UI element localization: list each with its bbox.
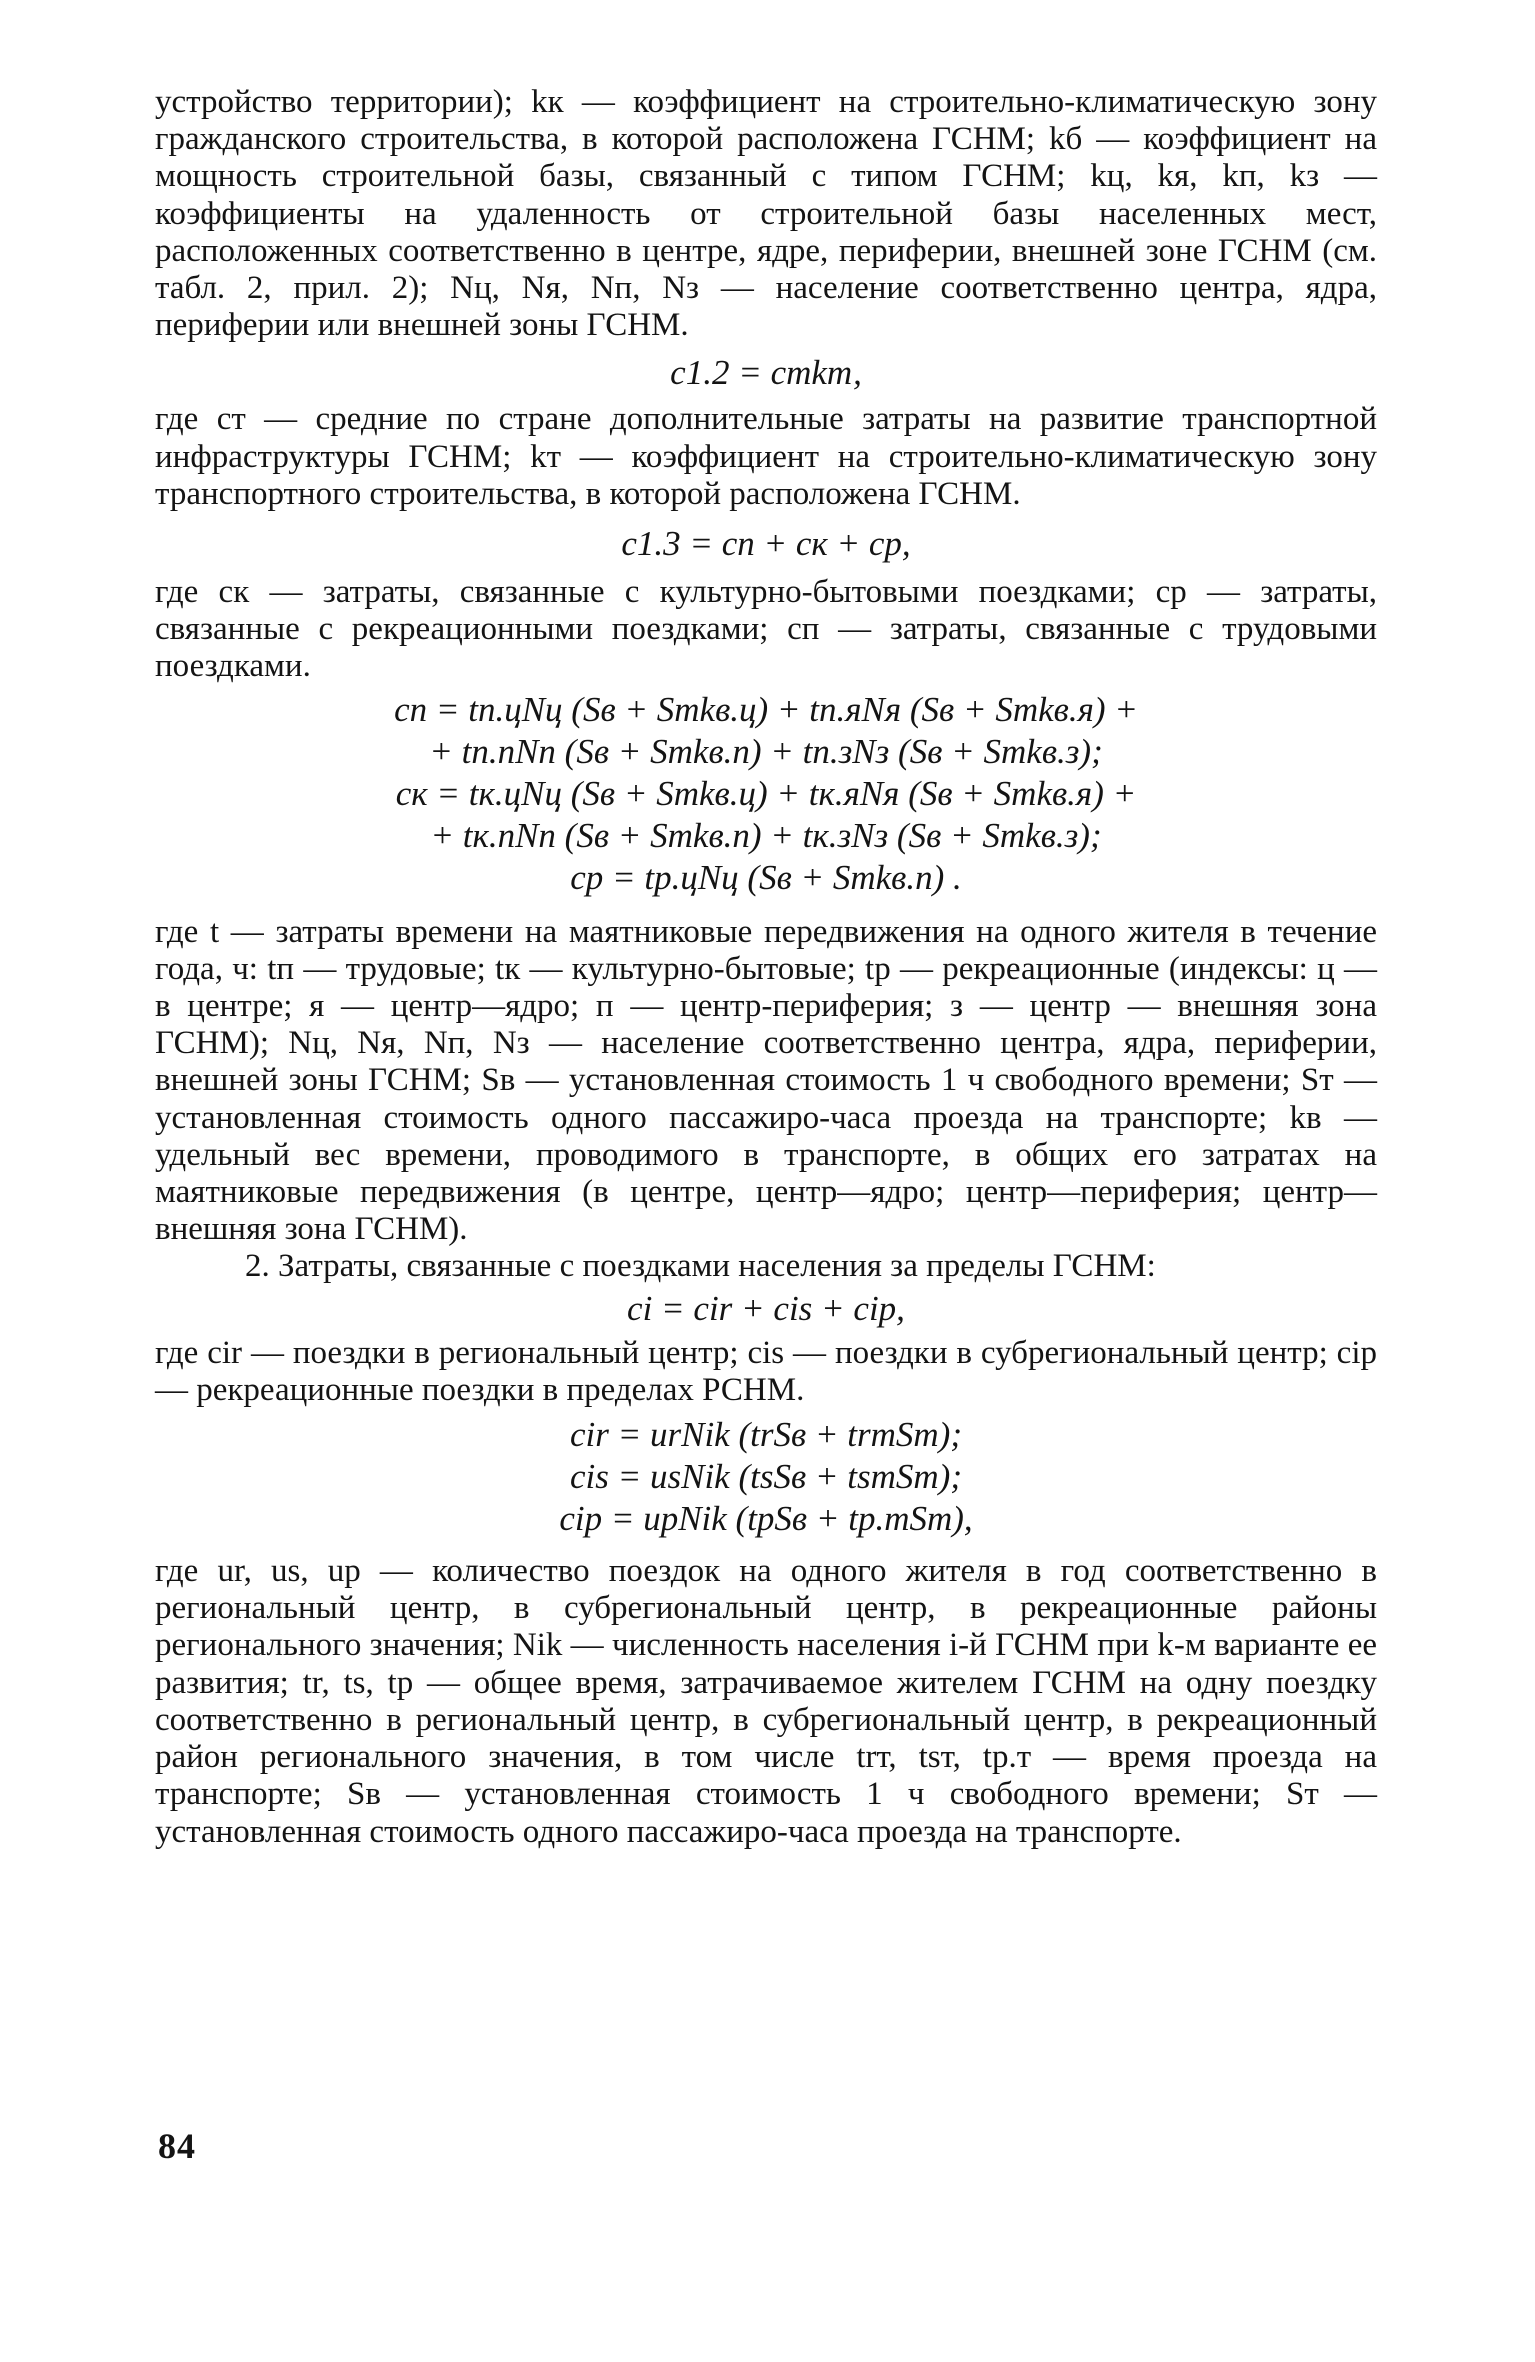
paragraph-time-costs: где t — затраты времени на маятниковые передвижения на одного жителя в течение года, ч: tп — трудовые; tк — культурно-бытовые; tр — рекреационные (индексы: ц — в центре; я — центр—ядро; п — центр-периферия; з — центр — внешняя зона ГСНМ); Nц, Nя, Nп, Nз — население соответственно центра, ядра, периферии, внешней зоны ГСНМ; Sв — установленная стоимость 1 ч свободного времени; Sт — установленная стоимость одного пассажиро-часа проезда на транспорте; kв — удельный вес времени, проводимого в транспорте, в общих его затратах на маятниковые передвижения (в центре, центр—ядро; центр—периферия; центр—внешняя зона ГСНМ).: [155, 913, 1377, 1248]
formula-cr: cр = tр.цNц (Sв + Sтkв.п) .: [570, 857, 962, 897]
formula-cp-line2: + tп.пNп (Sв + Sтkв.п) + tп.зNз (Sв + Sтkв.з);: [429, 731, 1103, 771]
formula-cip: cip = upNik (tpSв + tp.тSт),: [559, 1499, 973, 1539]
formula-ck-line2: + tк.пNп (Sв + Sтkв.п) + tк.зNз (Sв + Sтkв.з);: [430, 815, 1102, 855]
paragraph-section-2: 2. Затраты, связанные с поездками населения за пределы ГСНМ:: [245, 1248, 1156, 1285]
formula-cis: cis = usNik (tsSв + tsтSт);: [570, 1457, 962, 1497]
paragraph-coefficients: устройство территории); kк — коэффициент на строительно-климатическую зону гражданского строительства, в которой расположена ГСНМ; kб — коэффициент на мощность строительной базы, связанный с типом ГСНМ; kц, kя, kп, kз — коэффициенты на удаленность от строительной базы населенных мест, расположенных соответственно в центре, ядре, периферии, внешней зоне ГСНМ (см. табл. 2, прил. 2); Nц, Nя, Nп, Nз — население соответственно центра, ядра, периферии или внешней зоны ГСНМ.: [155, 84, 1377, 344]
paragraph-regional-trips: где cir — поездки в региональный центр; cis — поездки в субрегиональный центр; cip — рекреационные поездки в пределах РСНМ.: [155, 1334, 1377, 1408]
formula-ci: ci = cir + cis + cip,: [627, 1288, 905, 1328]
formula-c12: c1.2 = cтkт,: [670, 353, 862, 393]
paragraph-transport-costs: где cт — средние по стране дополнительные затраты на развитие транспортной инфраструктуры ГСНМ; kт — коэффициент на строительно-климатическую зону транспортного строительства, в которой расположена ГСНМ.: [155, 401, 1377, 512]
page-number: 84: [158, 2126, 196, 2166]
page-body: [155, 84, 1377, 1851]
formula-cir: cir = urNik (trSв + trтSт);: [570, 1415, 962, 1455]
formula-ck-line1: cк = tк.цNц (Sв + Sтkв.ц) + tк.яNя (Sв + Sтkв.я) +: [395, 773, 1137, 813]
formula-c13: c1.3 = cп + cк + cр,: [621, 524, 911, 564]
formula-cp-line1: cп = tп.цNц (Sв + Sтkв.ц) + tп.яNя (Sв + Sтkв.я) +: [394, 689, 1138, 729]
paragraph-trip-variables: где ur, us, up — количество поездок на одного жителя в год соответственно в региональный центр, в субрегиональный центр, в рекреационные районы регионального значения; Nik — численность населения i-й ГСНМ при k-м варианте ее развития; tr, ts, tp — общее время, затрачиваемое жителем ГСНМ на одну поездку соответственно в региональный центр, в субрегиональный центр, в рекреационный район регионального значения, в том числе trт, tsт, tp.т — время проезда на транспорте; Sв — установленная стоимость 1 ч свободного времени; Sт — установленная стоимость одного пассажиро-часа проезда на транспорте.: [155, 1553, 1377, 1850]
paragraph-trip-costs: где cк — затраты, связанные с культурно-бытовыми поездками; cр — затраты, связанные с рекреационными поездками; cп — затраты, связанные с трудовыми поездками.: [155, 574, 1377, 685]
